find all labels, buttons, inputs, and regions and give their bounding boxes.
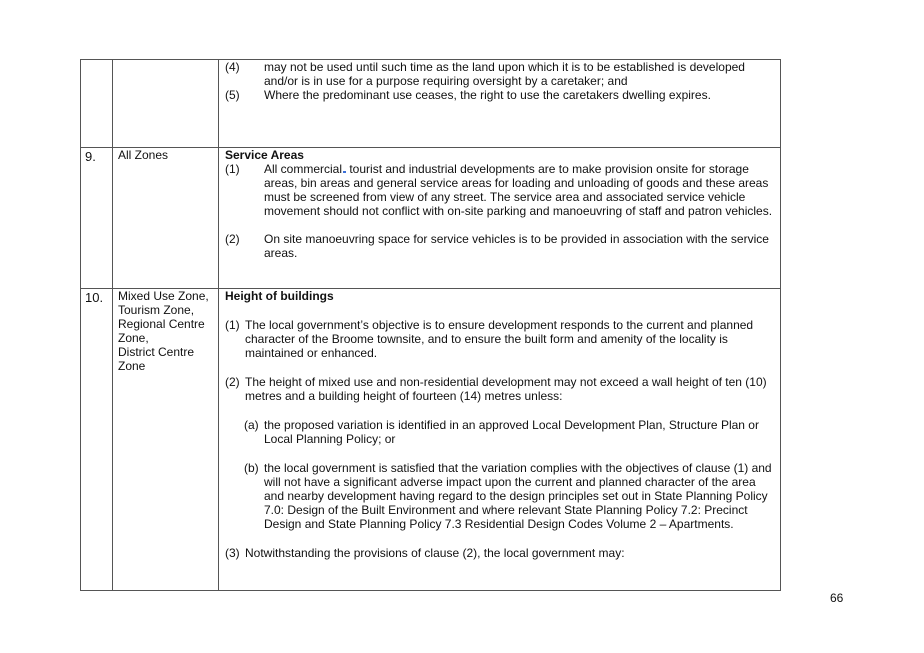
zone-cell [113, 60, 219, 148]
zone-line: Regional Centre [118, 317, 205, 331]
clause-label: (2) [225, 375, 240, 389]
clause-label: (3) [225, 546, 240, 560]
row-number-cell [81, 60, 113, 148]
clause-label: (4) [225, 60, 240, 74]
clause-label: (5) [225, 88, 240, 102]
zone-line: Zone [118, 359, 146, 373]
clause-text-part: tourist and industrial developments are to make provision onsite for storage areas, bin areas and general service areas for loading and unloading of goods and these areas must be screened from view of any street. The service area and associated service vehicle movement should not conflict with on-site parking and manoeuvring of staff and patron vehicles. [264, 162, 773, 218]
sub-clause [244, 461, 774, 531]
clause-label: (1) [225, 318, 240, 332]
sub-clause-label: (b) [244, 461, 259, 475]
page-number: 66 [830, 591, 844, 605]
sub-clause-text: the local government is satisfied that the variation complies with the objectives of clause (1) and will not have a significant adverse impact upon the current and planned character of the area and nearby development having regard to the design principles set out in State Planning Policy 7.0: Design of the Built Environment and where relevant State Planning Policy 7.2: Precinct Design and State Planning Policy 7.3 Residential Design Codes Volume 2 – Apartments. [264, 461, 772, 531]
clause [225, 375, 774, 403]
row-number-cell: 9. [81, 148, 113, 289]
table-row [81, 60, 781, 148]
clause [225, 232, 774, 260]
clause-text: The local government’s objective is to ensure development responds to the current and planned character of the Broome townsite, and to ensure the built form and amenity of the locality is maintained or enhanced. [245, 318, 754, 360]
zone-line: Mixed Use Zone, [118, 289, 209, 303]
provision-content-cell [219, 289, 781, 591]
clause [225, 318, 774, 360]
clause-label: (2) [225, 232, 240, 246]
zone-cell [113, 289, 219, 591]
clause-label: (1) [225, 162, 240, 176]
table-row [81, 148, 781, 289]
zone-line: Tourism Zone, [118, 303, 195, 317]
provision-content-cell [219, 148, 781, 289]
clause [225, 162, 774, 218]
clause-text: The height of mixed use and non-residential development may not exceed a wall height of ten (10) metres and a building height of fourteen (14) metres unless: [245, 375, 767, 403]
clause-text [264, 162, 774, 218]
row-number-cell: 10. [81, 289, 113, 591]
clause-text: Where the predominant use ceases, the right to use the caretakers dwelling expires. [264, 88, 711, 102]
clause [225, 88, 774, 102]
clause-text: Notwithstanding the provisions of clause (2), the local government may: [245, 546, 625, 560]
planning-provisions-table [80, 59, 781, 591]
sub-clause [244, 418, 774, 446]
zone-line: District Centre [118, 345, 195, 359]
clause-text: may not be used until such time as the land upon which it is to be established is developed and/or is in use for a purpose requiring oversight by a caretaker; and [264, 60, 745, 88]
provision-heading: Service Areas [225, 148, 304, 162]
provision-content-cell [219, 60, 781, 148]
zone-cell: All Zones [113, 148, 219, 289]
clause-text: On site manoeuvring space for service vehicles is to be provided in association with the service areas. [264, 232, 769, 260]
clause [225, 546, 774, 560]
sub-clause-text: the proposed variation is identified in an approved Local Development Plan, Structure Plan or Local Planning Policy; or [264, 418, 759, 446]
clause-text-part: All commercial [264, 162, 343, 176]
zone-line: Zone, [118, 331, 149, 345]
sub-clause-label: (a) [244, 418, 259, 432]
table-row [81, 289, 781, 591]
clause [225, 60, 774, 88]
provision-heading: Height of buildings [225, 289, 334, 303]
